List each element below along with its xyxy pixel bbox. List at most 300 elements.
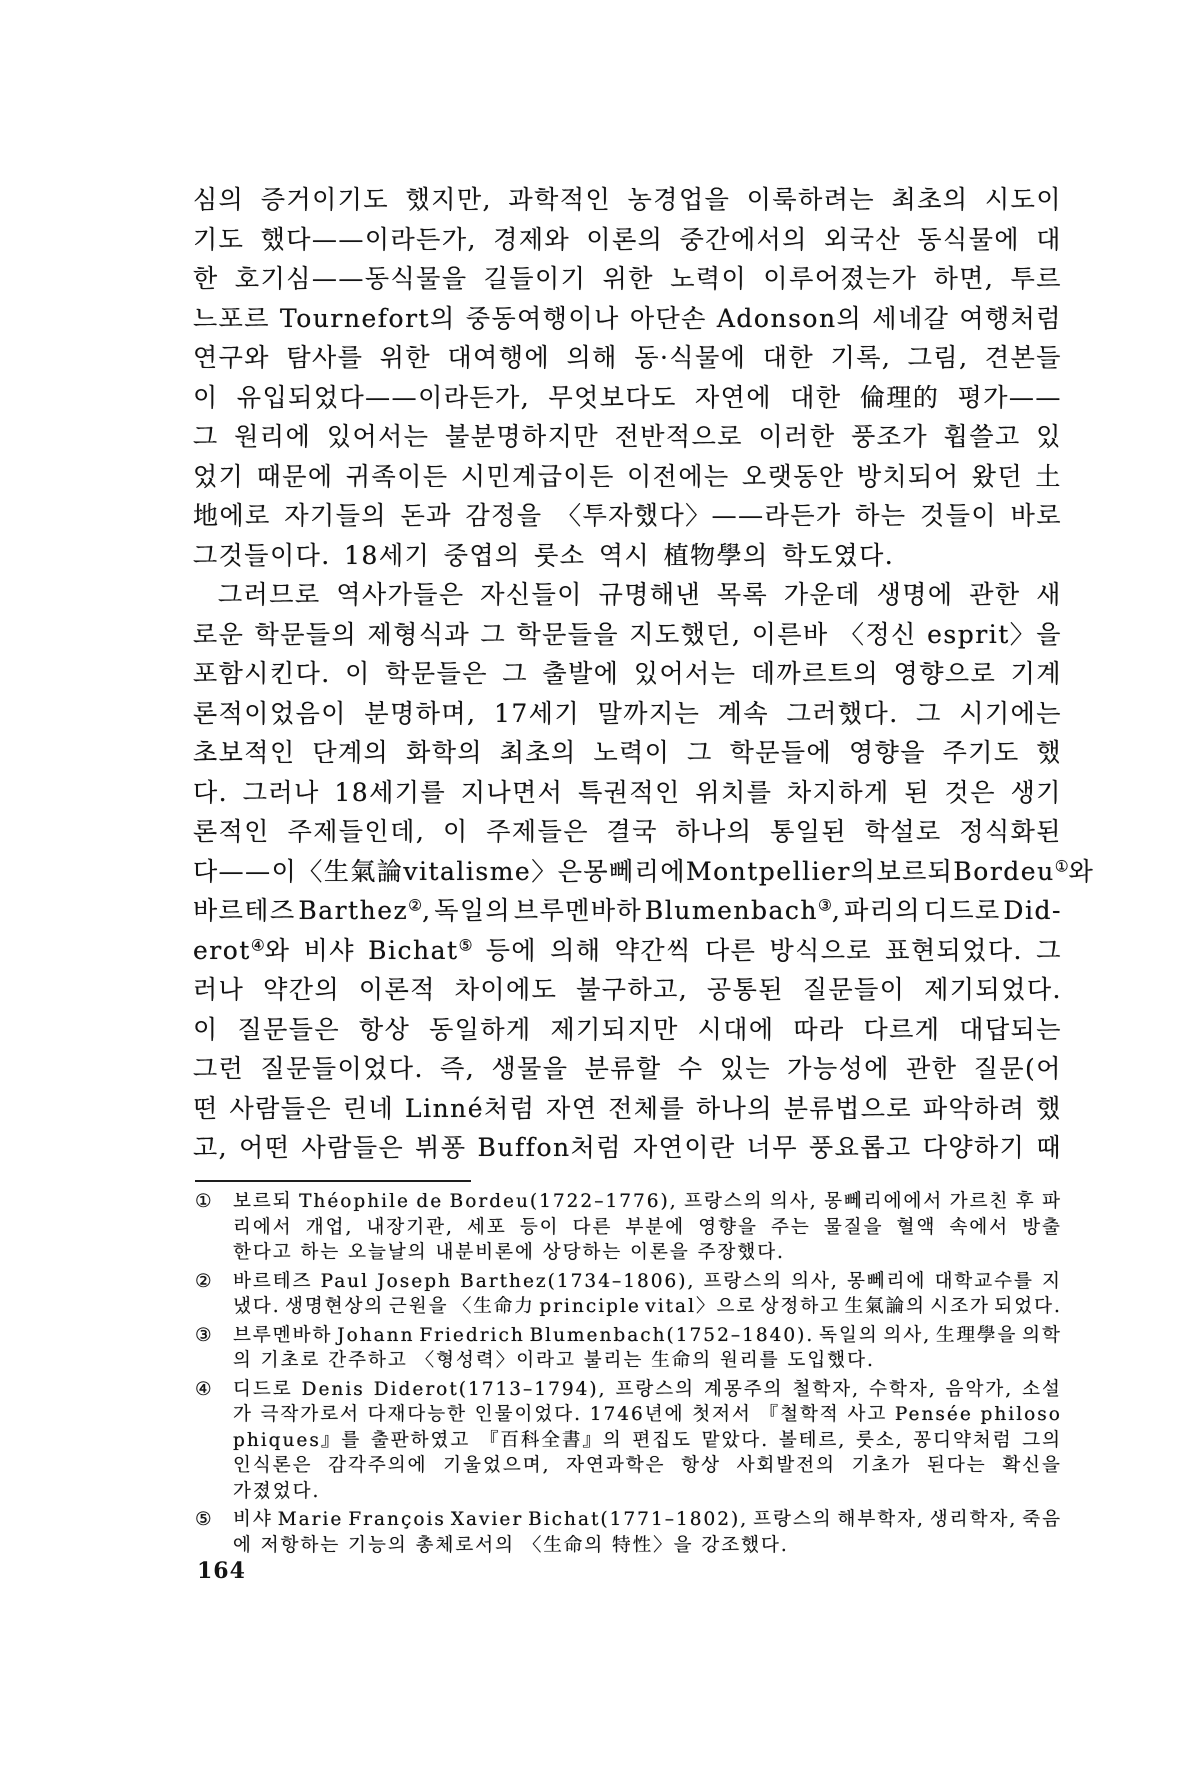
word: 18세기를: [334, 777, 447, 807]
word: 된: [904, 777, 930, 807]
word: 했: [1036, 1093, 1062, 1123]
word: 화학의: [406, 738, 484, 767]
word: Bichat⑤: [368, 935, 473, 965]
word: Did-: [1003, 896, 1062, 925]
word: 기도: [193, 224, 245, 254]
word: vital〉으로: [645, 1296, 757, 1317]
body-line: [193, 457, 1062, 497]
word: Xavier: [450, 1509, 524, 1530]
word: 프랑스의: [615, 1378, 695, 1400]
footnote-first-line: [195, 1269, 1062, 1295]
word: 디드로: [923, 896, 1001, 925]
paragraph: [193, 575, 1095, 1168]
word: Barthez②,: [298, 896, 432, 925]
body-line: [193, 496, 1062, 536]
word: 느포르: [193, 303, 270, 333]
body-line: [193, 338, 1062, 378]
word: 프랑스의: [703, 1270, 784, 1292]
footnote-first-line: [195, 1377, 1062, 1403]
word: 어떤: [239, 1133, 291, 1162]
word: 1746년에: [589, 1404, 685, 1425]
footnote: [195, 1189, 1062, 1266]
word: 대한: [762, 343, 815, 372]
word: 위치를: [695, 777, 773, 807]
word: 러나: [193, 975, 245, 1004]
word: 보르되: [233, 1191, 293, 1212]
word: 디드로: [233, 1378, 293, 1400]
word: 결국: [606, 817, 658, 846]
word: Bordeu(1722–1776),: [449, 1191, 678, 1212]
body-line: [193, 575, 1062, 615]
word: 리에서: [233, 1216, 293, 1238]
word: 시민계급이든: [460, 461, 615, 491]
word: 기록,: [830, 343, 892, 372]
word: 심의: [193, 185, 245, 214]
word: 사람들은: [229, 1093, 333, 1123]
word: 룻소,: [855, 1429, 904, 1451]
word: 제기되었다.: [924, 975, 1062, 1004]
word: 생물을: [491, 1054, 569, 1083]
word: 倫理的: [859, 382, 940, 412]
word: 바르테즈: [193, 896, 296, 925]
body-line: [193, 615, 1062, 655]
footnote-line: [195, 1215, 1062, 1241]
word: 바로: [1010, 501, 1062, 530]
footnote-rule: [195, 1180, 471, 1182]
word: 『철학적: [759, 1404, 840, 1425]
word: 생기: [1010, 777, 1062, 807]
word: 인식론은: [233, 1455, 313, 1476]
word: 따라: [793, 1014, 845, 1044]
word: 이러한: [758, 422, 836, 451]
paragraph: [193, 180, 1062, 575]
word: 프랑스의: [684, 1191, 764, 1212]
word: Barthez(1734–1806),: [460, 1270, 696, 1292]
word: 데까르트의: [750, 659, 880, 688]
word: 등이: [519, 1216, 560, 1238]
word: Marie: [277, 1509, 344, 1530]
word: 土: [1035, 461, 1062, 491]
word: 극작가로서: [260, 1404, 360, 1425]
word: 생리학자,: [929, 1509, 1018, 1530]
word: 위한: [602, 264, 654, 293]
word: 있어서는: [326, 422, 430, 451]
word: 대학교수를: [934, 1270, 1034, 1292]
word: 방치되어: [856, 461, 960, 491]
word: 제형식과: [367, 619, 471, 649]
word: principle: [539, 1296, 641, 1317]
word: 가: [233, 1404, 253, 1425]
word: 목록: [716, 580, 769, 609]
word: 생명에: [876, 580, 954, 609]
word: 유입되었다——이라든가,: [236, 382, 531, 412]
word: 노력이: [593, 738, 671, 767]
word: 자신들이: [480, 580, 583, 609]
word: 통일된: [770, 817, 848, 846]
word: 학문들에: [729, 738, 833, 767]
word: 사회발전의: [736, 1455, 836, 1476]
word: 말까지는: [597, 698, 701, 728]
word: 출판하였고: [370, 1429, 471, 1451]
word: 이룩하려는: [746, 185, 876, 214]
word: 생명현상의: [285, 1296, 385, 1317]
word: 질문들이었다.: [260, 1054, 424, 1083]
footnote-marker: ⑤: [195, 1509, 212, 1530]
word: 새: [1036, 580, 1062, 609]
word: 몽뻬리에: [846, 1270, 927, 1292]
word: Montpellier의: [685, 856, 877, 886]
word: 독일의: [434, 896, 512, 925]
word: 분류할: [584, 1054, 662, 1083]
word: 떤: [193, 1093, 219, 1123]
word: 가능성에: [787, 1054, 890, 1083]
word: 자연에: [695, 382, 772, 412]
word: 하나의: [675, 817, 753, 846]
word: 오랫동안: [741, 461, 845, 491]
word: 견본들: [984, 343, 1062, 372]
word: 기초가: [851, 1455, 912, 1476]
word: 바르테즈: [233, 1270, 313, 1292]
word: 시도이: [985, 185, 1062, 214]
word: 음악가,: [945, 1378, 1014, 1400]
body-line: [193, 259, 1062, 299]
word: 학문들은: [385, 659, 488, 688]
word: 비샤: [303, 935, 355, 965]
word: 호기심——동식물을: [234, 264, 468, 293]
word: 한: [193, 264, 219, 293]
word: 혈액: [896, 1216, 937, 1238]
word: 방출: [1022, 1216, 1062, 1238]
word: 했다——이라든가,: [260, 224, 477, 254]
word: 이: [193, 382, 219, 412]
word: 그러므로: [218, 580, 321, 609]
word: Diderot(1713–1794),: [373, 1378, 607, 1400]
word: 표현되었다.: [885, 935, 1023, 965]
word: 이루어졌는가: [763, 264, 918, 293]
word: 분명하며,: [364, 698, 477, 728]
word: 의사,: [883, 1324, 932, 1346]
word: 귀족이든: [345, 461, 449, 491]
word: 론적이었음이: [193, 698, 347, 728]
word: 그: [1036, 935, 1062, 965]
word: 계속: [717, 698, 770, 728]
body-line: [193, 1128, 1062, 1168]
word: 있는: [719, 1054, 772, 1083]
word: Linné처럼: [404, 1093, 536, 1123]
word: 최초의: [499, 738, 577, 767]
word: 〈투자했다〉——라든가: [556, 501, 842, 530]
word: 몽뻬리에에서: [824, 1191, 944, 1212]
word: 이: [442, 817, 469, 846]
word: Blumenbach③,: [644, 896, 842, 925]
word: 주제들인데,: [287, 817, 426, 846]
page-number: 164: [197, 1558, 246, 1584]
footnote-marker: ③: [195, 1324, 212, 1346]
word: 다재다능한: [367, 1404, 468, 1425]
word: 었기: [193, 461, 245, 491]
word: 소설: [1022, 1378, 1062, 1400]
footnotes: [195, 1189, 1062, 1558]
word: 즉,: [440, 1054, 476, 1083]
word: 하면,: [933, 264, 995, 293]
word: 시기에는: [959, 698, 1062, 728]
footnote-line: [195, 1402, 1062, 1428]
word: 영향으로: [893, 659, 997, 688]
word: Joseph: [377, 1270, 453, 1292]
word: 원리에: [234, 422, 312, 451]
word: 의사,: [770, 1191, 818, 1212]
word: 있: [1036, 422, 1062, 451]
word: 가르친: [949, 1191, 1010, 1212]
word: 브루멘바하: [513, 896, 643, 925]
footnote-ref: ⑤: [458, 935, 473, 954]
word: 경제와: [493, 224, 571, 254]
word: 개업,: [305, 1216, 354, 1238]
word: 로운: [193, 619, 245, 649]
word: 불구하고,: [576, 975, 689, 1004]
word: 투르: [1010, 264, 1062, 293]
word: 했: [1036, 738, 1062, 767]
body-line: [193, 733, 1062, 773]
word: 대: [1036, 224, 1062, 254]
word: 상정하고: [760, 1296, 841, 1317]
word: 항상: [681, 1455, 721, 1476]
word: 부분에: [625, 1216, 686, 1238]
word: 이전에는: [627, 461, 730, 491]
word: 『百科全書』의: [479, 1429, 623, 1451]
word: 규명해낸: [598, 580, 702, 609]
word: 자연: [546, 1093, 598, 1123]
word: 관한: [906, 1054, 958, 1083]
footnote: [195, 1377, 1062, 1505]
word: 질문들이: [802, 975, 906, 1004]
word: 지: [1042, 1270, 1062, 1292]
word: 지도했던,: [629, 619, 742, 649]
word: 대답되는: [959, 1014, 1062, 1044]
word: 그: [480, 619, 507, 649]
word: 확신을: [1002, 1455, 1062, 1476]
word: 차이에도: [454, 975, 558, 1004]
word: 17세기: [494, 698, 581, 728]
word: 동식물에: [917, 224, 1020, 254]
word: 이: [193, 1014, 219, 1044]
word: 등에: [485, 935, 538, 965]
word: 사고: [847, 1404, 888, 1425]
word: 약간씩: [614, 935, 692, 965]
word: 자연과학은: [566, 1455, 666, 1476]
word: 내장기관,: [366, 1216, 454, 1238]
word: 주제들은: [486, 817, 589, 846]
word: 무엇보다도: [548, 382, 677, 412]
word: 포함시킨다.: [193, 659, 331, 688]
word: 감정을: [465, 501, 543, 530]
word: 이: [345, 659, 371, 688]
word: 외국산: [824, 224, 902, 254]
footnote-line: [233, 1377, 1062, 1403]
word: 죽음: [1022, 1509, 1062, 1530]
body-line: [193, 891, 1062, 931]
word: 의해: [550, 935, 602, 965]
footnote-marker: ①: [195, 1191, 212, 1212]
word: Buffon처럼: [477, 1133, 622, 1162]
word: 것들이: [920, 501, 998, 530]
word: 초보적인: [193, 738, 296, 767]
word: 하는: [855, 501, 907, 530]
word: 평가——: [957, 382, 1062, 412]
word: 그러했다.: [786, 698, 899, 728]
word: 수: [677, 1054, 704, 1083]
word: 그림,: [907, 343, 969, 372]
word: 특권적인: [578, 777, 681, 807]
footnote-first-line: [195, 1189, 1062, 1215]
word: 사람들은: [301, 1133, 405, 1162]
word: 연구와: [193, 343, 270, 372]
word: 자연이란: [633, 1133, 736, 1162]
word: 중간에서의: [679, 224, 808, 254]
word: 과학적인: [508, 185, 612, 214]
word: 농경업을: [627, 185, 731, 214]
word: 프랑스의: [753, 1509, 833, 1530]
footnote: [195, 1323, 1062, 1374]
word: 파리의: [844, 896, 922, 925]
word: 그: [502, 659, 528, 688]
word: Adonson의: [716, 303, 863, 333]
word: 제기되지만: [550, 1014, 679, 1044]
body-line: [193, 970, 1062, 1010]
word: 단계의: [312, 738, 390, 767]
footnote-line: [233, 1323, 1062, 1349]
word: 대여행에: [447, 343, 551, 372]
word: 시대에: [697, 1014, 775, 1044]
word: 역사가들은: [336, 580, 465, 609]
word: Bordeu①와: [953, 856, 1095, 886]
word: 다——이: [193, 856, 298, 886]
word: 감각주의에: [328, 1455, 428, 1476]
word: 질문(어: [973, 1054, 1062, 1083]
word: 길들이기: [483, 264, 587, 293]
word: 파: [1042, 1191, 1062, 1212]
word: 주기도: [942, 738, 1020, 767]
word: 최초의: [891, 185, 969, 214]
body-line: [193, 180, 1062, 220]
word: 속에서: [949, 1216, 1010, 1238]
word: 동일하게: [429, 1014, 532, 1044]
word: 분류법으로: [783, 1093, 913, 1123]
word: Denis: [301, 1378, 365, 1400]
word: 정식화된: [959, 817, 1062, 846]
word: 의해: [566, 343, 618, 372]
word: François: [348, 1509, 446, 1530]
body-line: [193, 1010, 1062, 1050]
word: 그런: [193, 1054, 245, 1083]
word: 철학자,: [792, 1378, 861, 1400]
footnote-first-line: [195, 1507, 1062, 1533]
word: 生氣論의: [844, 1296, 926, 1317]
word: Tournefort의: [280, 303, 456, 333]
word: 너무: [746, 1133, 798, 1162]
footnote-ref: ②: [408, 896, 423, 915]
word: 계몽주의: [704, 1378, 784, 1400]
word: Friedrich: [419, 1324, 525, 1346]
word: 중동여행이나: [465, 303, 620, 333]
word: 론적인: [193, 817, 270, 846]
word: 다르게: [863, 1014, 941, 1044]
word: 의사,: [791, 1270, 839, 1292]
word: 이론적: [358, 975, 436, 1004]
word: 비샤: [233, 1509, 273, 1530]
word: 위한: [379, 343, 432, 372]
word: 그러나: [242, 777, 320, 807]
word: 수학자,: [869, 1378, 937, 1400]
word: 전반적으로: [614, 422, 743, 451]
word: 볼테르,: [778, 1429, 847, 1451]
word: 그: [916, 698, 942, 728]
word: 가운데: [783, 580, 861, 609]
word: 학설로: [864, 817, 942, 846]
word: 꽁디약처럼: [913, 1429, 1013, 1451]
word: 있어서는: [633, 659, 737, 688]
word: 첫저서: [692, 1404, 752, 1425]
word: 방식으로: [769, 935, 873, 965]
word: phiques』를: [233, 1429, 362, 1451]
word: 〈生命力: [452, 1296, 535, 1317]
word: 보르되: [876, 856, 954, 886]
word: 물질을: [823, 1216, 884, 1238]
footnote-marker: ②: [195, 1270, 212, 1292]
word: 되었다.: [994, 1296, 1062, 1317]
word: Théophile: [299, 1191, 410, 1212]
word: 인물이었다.: [474, 1404, 582, 1425]
word: 자기들의: [284, 501, 388, 530]
word: 것은: [944, 777, 996, 807]
word: 주는: [771, 1216, 811, 1238]
body-line: [193, 654, 1062, 694]
word: 아단손: [629, 303, 707, 333]
word: 노력이: [670, 264, 748, 293]
word: 풍요롭고: [809, 1133, 912, 1162]
word: 〈生氣論: [297, 856, 404, 886]
body-line: [193, 773, 1062, 813]
footnote-line: [233, 1269, 1062, 1295]
word: 출발에: [542, 659, 620, 688]
word: Paul: [320, 1270, 370, 1292]
footnote: [195, 1269, 1062, 1320]
word: 약간의: [263, 975, 341, 1004]
word: vitalisme〉은: [403, 856, 584, 886]
word: 파악하려: [922, 1093, 1026, 1123]
word: 대한: [790, 382, 842, 412]
word: 브루멘바하: [233, 1324, 333, 1346]
word: 탐사를: [286, 343, 364, 372]
word: 뷔퐁: [415, 1133, 467, 1162]
word: 독일의: [819, 1324, 879, 1346]
body-line: [193, 220, 1062, 260]
word: 질문들은: [237, 1014, 341, 1044]
word: 했지만,: [405, 185, 493, 214]
body-line: [193, 378, 1062, 418]
word: 그: [687, 738, 713, 767]
word: 왔던: [971, 461, 1024, 491]
footnote-line: 의 기초로 간주하고 〈형성력〉이라고 불리는 生命의 원리를 도입했다.: [233, 1350, 875, 1371]
footnote-line: [233, 1507, 1062, 1533]
word: 다양하기: [922, 1133, 1026, 1162]
word: 그: [193, 422, 219, 451]
word: 학문들의: [254, 619, 358, 649]
word: 의학: [1022, 1324, 1062, 1346]
word: 돈과: [400, 501, 452, 530]
word: 〈정신: [839, 619, 917, 649]
word: 시조가: [930, 1296, 990, 1317]
